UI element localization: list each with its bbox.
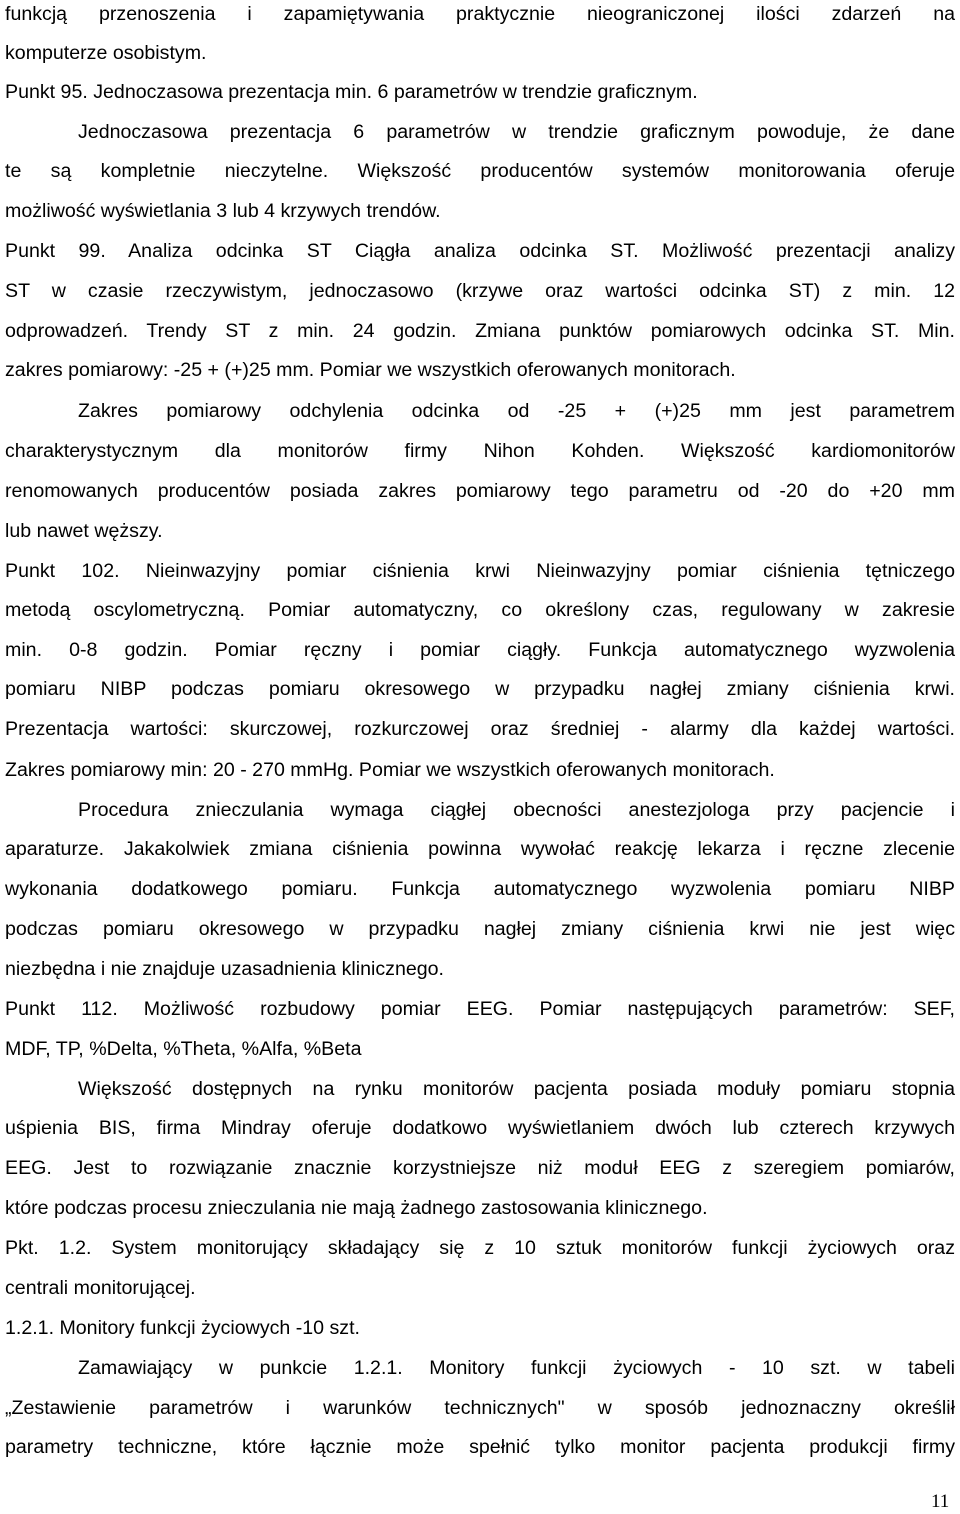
text-line: lub nawet węższy. bbox=[5, 520, 163, 542]
text-line: Zamawiający w punkcie 1.2.1. Monitory funkcji życiowych - 10 szt. w tabeli bbox=[78, 1357, 955, 1379]
text-line: ST w czasie rzeczywistym, jednoczasowo (krzywe oraz wartości odcinka ST) z min. 12 bbox=[5, 280, 955, 302]
text-line: pomiaru NIBP podczas pomiaru okresowego w przypadku nagłej zmiany ciśnienia krwi. bbox=[5, 678, 955, 700]
text-line: zakres pomiarowy: -25 + (+)25 mm. Pomiar we wszystkich oferowanych monitorach. bbox=[5, 359, 736, 381]
text-line: Zakres pomiarowy min: 20 - 270 mmHg. Pomiar we wszystkich oferowanych monitorach. bbox=[5, 759, 775, 781]
text-line: min. 0-8 godzin. Pomiar ręczny i pomiar ciągły. Funkcja automatycznego wyzwolenia bbox=[5, 639, 955, 661]
text-line: Punkt 95. Jednoczasowa prezentacja min. 6 parametrów w trendzie graficznym. bbox=[5, 81, 698, 103]
text-line: Zakres pomiarowy odchylenia odcinka od -25 + (+)25 mm jest parametrem bbox=[78, 400, 955, 422]
text-line: podczas pomiaru okresowego w przypadku nagłej zmiany ciśnienia krwi nie jest więc bbox=[5, 918, 955, 940]
text-line: parametry techniczne, które łącznie może spełnić tylko monitor pacjenta produkcji firmy bbox=[5, 1436, 955, 1458]
text-line: uśpienia BIS, firma Mindray oferuje dodatkowo wyświetlaniem dwóch lub czterech krzywych bbox=[5, 1117, 955, 1139]
text-line: „Zestawienie parametrów i warunków technicznych" w sposób jednoznaczny określił bbox=[5, 1397, 955, 1419]
text-line: Punkt 112. Możliwość rozbudowy pomiar EEG. Pomiar następujących parametrów: SEF, bbox=[5, 998, 955, 1020]
text-line: 1.2.1. Monitory funkcji życiowych -10 szt. bbox=[5, 1317, 360, 1339]
text-line: Większość dostępnych na rynku monitorów pacjenta posiada moduły pomiaru stopnia bbox=[78, 1078, 955, 1100]
text-line: funkcją przenoszenia i zapamiętywania praktycznie nieograniczonej ilości zdarzeń na bbox=[5, 3, 955, 25]
page-number: 11 bbox=[931, 1491, 950, 1512]
text-line: te są kompletnie nieczytelne. Większość producentów systemów monitorowania oferuje bbox=[5, 160, 955, 182]
text-line: Punkt 102. Nieinwazyjny pomiar ciśnienia krwi Nieinwazyjny pomiar ciśnienia tętniczego bbox=[5, 560, 955, 582]
text-line: renomowanych producentów posiada zakres pomiarowy tego parametru od -20 do +20 mm bbox=[5, 480, 955, 502]
text-line: aparaturze. Jakakolwiek zmiana ciśnienia powinna wywołać reakcję lekarza i ręczne zlecenie bbox=[5, 838, 955, 860]
text-line: charakterystycznym dla monitorów firmy Nihon Kohden. Większość kardiomonitorów bbox=[5, 440, 955, 462]
text-line: Jednoczasowa prezentacja 6 parametrów w trendzie graficznym powoduje, że dane bbox=[78, 121, 955, 143]
text-line: możliwość wyświetlania 3 lub 4 krzywych trendów. bbox=[5, 200, 441, 222]
text-line: metodą oscylometryczną. Pomiar automatyczny, co określony czas, regulowany w zakresie bbox=[5, 599, 955, 621]
text-line: Pkt. 1.2. System monitorujący składający się z 10 sztuk monitorów funkcji życiowych oraz bbox=[5, 1237, 955, 1259]
text-line: EEG. Jest to rozwiązanie znacznie korzystniejsze niż moduł EEG z szeregiem pomiarów, bbox=[5, 1157, 955, 1179]
text-line: komputerze osobistym. bbox=[5, 42, 207, 64]
text-line: Prezentacja wartości: skurczowej, rozkurczowej oraz średniej - alarmy dla każdej wartości. bbox=[5, 718, 955, 740]
text-line: Punkt 99. Analiza odcinka ST Ciągła analiza odcinka ST. Możliwość prezentacji analizy bbox=[5, 240, 955, 262]
text-line: niezbędna i nie znajduje uzasadnienia klinicznego. bbox=[5, 958, 444, 980]
text-line: centrali monitorującej. bbox=[5, 1277, 196, 1299]
text-line: które podczas procesu znieczulania nie mają żadnego zastosowania klinicznego. bbox=[5, 1197, 708, 1219]
text-line: odprowadzeń. Trendy ST z min. 24 godzin. Zmiana punktów pomiarowych odcinka ST. Min. bbox=[5, 320, 955, 342]
text-line: MDF, TP, %Delta, %Theta, %Alfa, %Beta bbox=[5, 1038, 362, 1060]
text-line: Procedura znieczulania wymaga ciągłej obecności anestezjologa przy pacjencie i bbox=[78, 799, 955, 821]
text-line: wykonania dodatkowego pomiaru. Funkcja automatycznego wyzwolenia pomiaru NIBP bbox=[5, 878, 955, 900]
